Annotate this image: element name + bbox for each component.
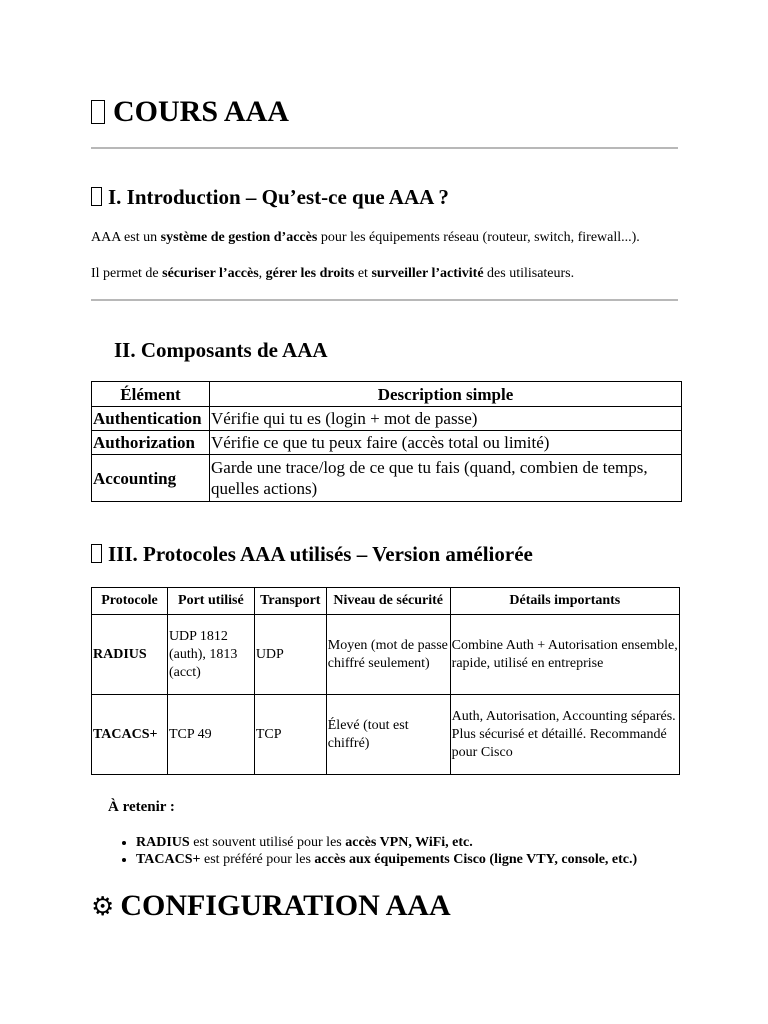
table-row: [92, 455, 682, 502]
section-heading-introduction: I. Introduction – Qu’est-ce que AAA ?: [91, 183, 449, 211]
section-heading-protocols: III. Protocoles AAA utilisés – Version améliorée: [91, 540, 533, 568]
protocols-table: [91, 587, 680, 775]
divider: [91, 147, 678, 149]
list-item: • TACACS+ est préféré pour les accès aux équipements Cisco (ligne VTY, console, etc.): [136, 851, 736, 868]
table-cell: Authorization: [92, 431, 210, 455]
missing-glyph-icon: [91, 544, 102, 563]
missing-glyph-icon: [91, 187, 102, 206]
table-cell: Vérifie ce que tu peux faire (accès total ou limité): [210, 431, 682, 455]
table-header-cell: Élément: [92, 382, 210, 407]
table-row: [92, 695, 680, 775]
table-header-cell: Transport: [254, 588, 326, 615]
components-table: [91, 381, 682, 502]
page-title: COURS AAA: [91, 92, 289, 132]
table-header-cell: Protocole: [92, 588, 168, 615]
table-row: [92, 615, 680, 695]
missing-glyph-icon: [91, 100, 105, 124]
table-row: [92, 407, 682, 431]
configuration-heading: ⚙ CONFIGURATION AAA: [91, 886, 451, 927]
table-cell: RADIUS: [92, 615, 168, 695]
table-cell: TCP 49: [167, 695, 254, 775]
retain-label: À retenir :: [108, 799, 175, 815]
intro-paragraph-2: Il permet de sécuriser l’accès, gérer les droits et surveiller l’activité des utilisateurs.: [91, 266, 575, 281]
table-cell: Authentication: [92, 407, 210, 431]
table-cell: Moyen (mot de passe chiffré seulement): [326, 615, 450, 695]
table-cell: Accounting: [92, 455, 210, 502]
table-cell: UDP 1812 (auth), 1813 (acct): [167, 615, 254, 695]
table-header-cell: Détails importants: [450, 588, 679, 615]
table-cell: Vérifie qui tu es (login + mot de passe): [210, 407, 682, 431]
table-header-cell: Port utilisé: [167, 588, 254, 615]
table-cell: Garde une trace/log de ce que tu fais (quand, combien de temps, quelles actions): [210, 455, 682, 502]
list-item: • RADIUS est souvent utilisé pour les accès VPN, WiFi, etc.: [136, 834, 736, 851]
table-cell: TCP: [254, 695, 326, 775]
intro-paragraph-1: AAA est un système de gestion d’accès pour les équipements réseau (routeur, switch, firewall...).: [91, 230, 640, 245]
table-cell: UDP: [254, 615, 326, 695]
divider: [91, 299, 678, 301]
table-cell: Combine Auth + Autorisation ensemble, rapide, utilisé en entreprise: [450, 615, 679, 695]
table-cell: Auth, Autorisation, Accounting séparés. Plus sécurisé et détaillé. Recommandé pour Cisco: [450, 695, 679, 775]
table-header-row: [92, 588, 680, 615]
table-header-row: [92, 382, 682, 407]
retain-list: [91, 834, 736, 868]
table-cell: TACACS+: [92, 695, 168, 775]
gear-icon: ⚙: [91, 892, 115, 922]
section-heading-components: II. Composants de AAA: [114, 338, 328, 362]
table-header-cell: Description simple: [210, 382, 682, 407]
table-cell: Élevé (tout est chiffré): [326, 695, 450, 775]
table-header-cell: Niveau de sécurité: [326, 588, 450, 615]
table-row: [92, 431, 682, 455]
